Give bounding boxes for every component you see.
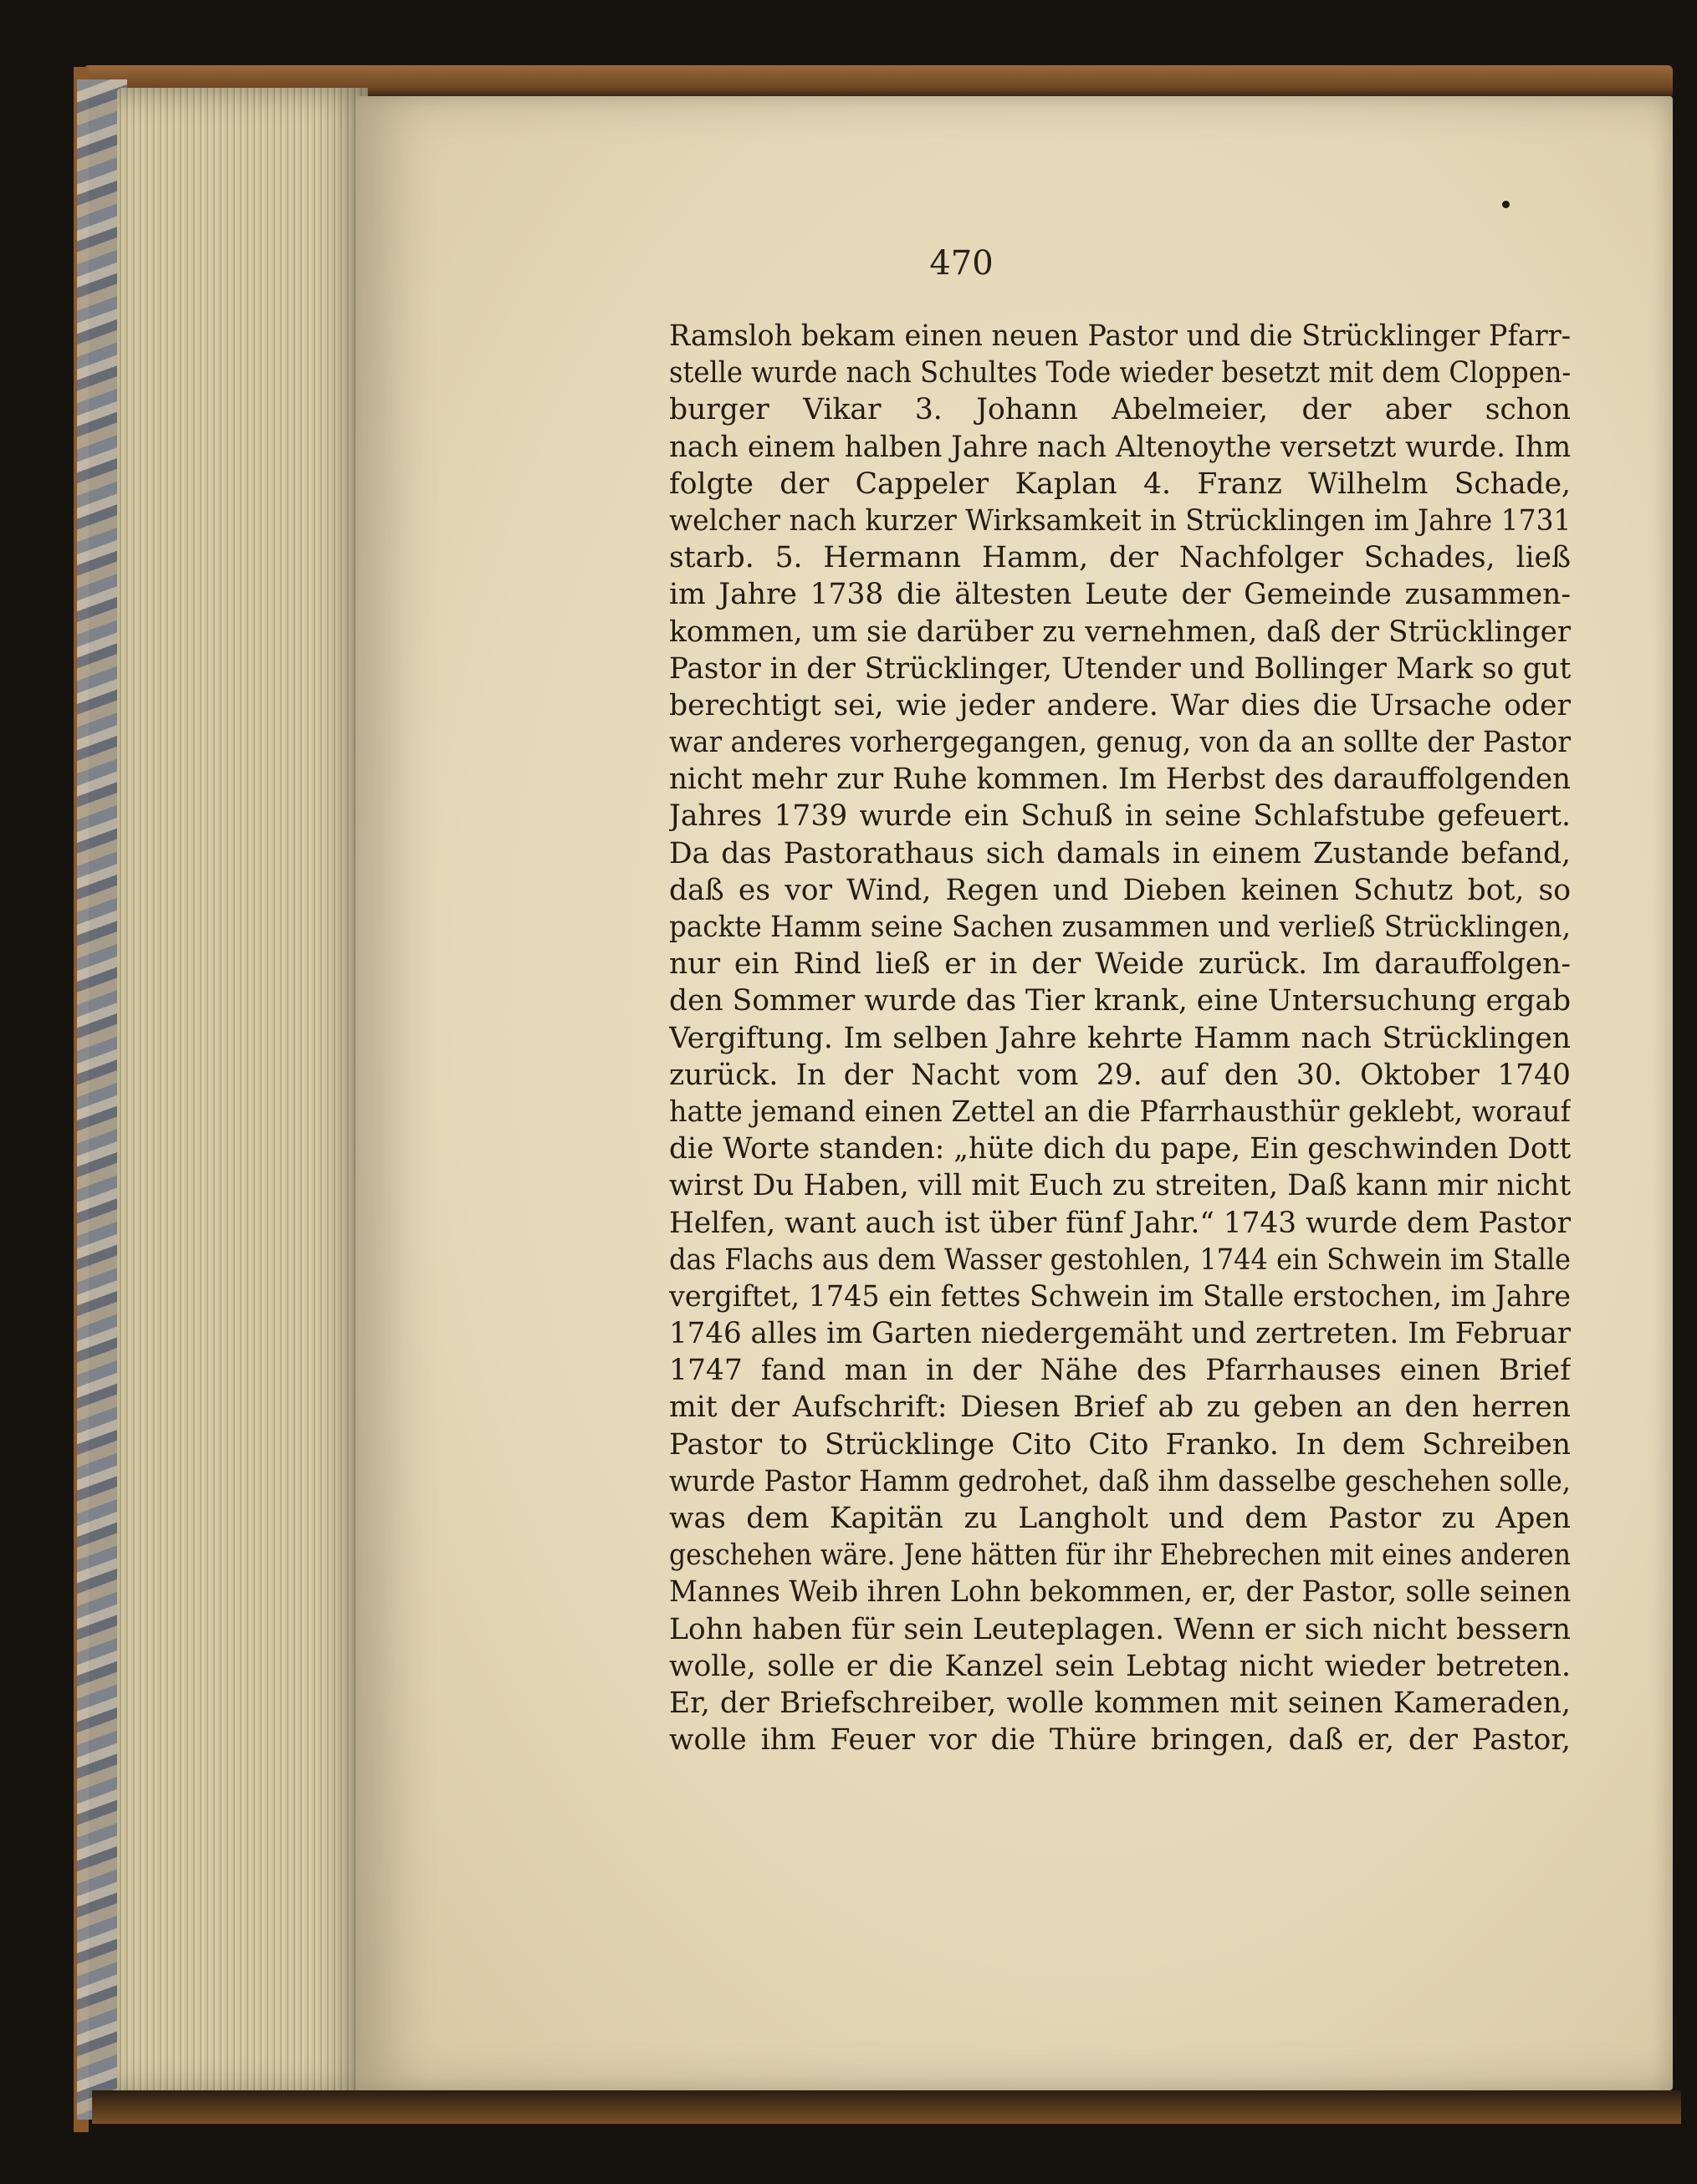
text-line: burger Vikar 3. Johann Abelmeier, der aber schon [669, 393, 1571, 427]
text-line: Er, der Briefschreiber, wolle kommen mit seinen Kameraden, [669, 1686, 1571, 1720]
ink-speck [1502, 201, 1510, 208]
text-line: im Jahre 1738 die ältesten Leute der Gemeinde zusammen- [669, 578, 1571, 612]
text-line: zurück. In der Nacht vom 29. auf den 30. Oktober 1740 [669, 1058, 1571, 1092]
text-line: wolle, solle er die Kanzel sein Lebtag nicht wieder betreten. [669, 1649, 1571, 1683]
text-line: nicht mehr zur Ruhe kommen. Im Herbst des darauffolgenden [669, 763, 1571, 797]
text-line: stelle wurde nach Schultes Tode wieder besetzt mit dem Cloppen- [669, 356, 1571, 390]
text-line: Helfen, want auch ist über fünf Jahr.“ 1743 wurde dem Pastor [669, 1206, 1571, 1240]
text-line: das Flachs aus dem Wasser gestohlen, 1744 ein Schwein im Stalle [669, 1243, 1571, 1277]
text-line: welcher nach kurzer Wirksamkeit in Strücklingen im Jahre 1731 [669, 503, 1571, 538]
text-line: 1746 alles im Garten niedergemäht und zertreten. Im Februar [669, 1317, 1571, 1351]
text-line: vergiftet, 1745 ein fettes Schwein im Stalle erstochen, im Jahre [669, 1279, 1571, 1314]
text-line: starb. 5. Hermann Hamm, der Nachfolger Schades, ließ [669, 541, 1571, 575]
page-edge-stack [117, 88, 368, 2095]
page-body-text [669, 318, 1571, 1758]
text-line: was dem Kapitän zu Langholt und dem Pastor zu Apen [669, 1502, 1571, 1535]
text-line: war anderes vorhergegangen, genug, von da an sollte der Pastor [669, 726, 1571, 760]
text-line: hatte jemand einen Zettel an die Pfarrhausthür geklebt, worauf [669, 1095, 1571, 1129]
text-line: berechtigt sei, wie jeder andere. War dies die Ursache oder [669, 688, 1571, 722]
text-line: Pastor in der Strücklinger, Utender und Bollinger Mark so gut [669, 651, 1571, 686]
text-line: Mannes Weib ihren Lohn bekommen, er, der Pastor, solle seinen [669, 1575, 1571, 1610]
text-line: Jahres 1739 wurde ein Schuß in seine Schlafstube gefeuert. [669, 799, 1571, 834]
text-line: 1747 fand man in der Nähe des Pfarrhauses einen Brief [669, 1354, 1571, 1388]
text-line: nach einem halben Jahre nach Altenoythe versetzt wurde. Ihm [669, 430, 1571, 464]
book-cover-bottom-edge [92, 2090, 1681, 2124]
text-line: packte Hamm seine Sachen zusammen und verließ Strücklingen, [669, 911, 1571, 944]
text-line: folgte der Cappeler Kaplan 4. Franz Wilhelm Schade, [669, 467, 1571, 501]
text-line: Pastor to Strücklinge Cito Cito Franko. In dem Schreiben [669, 1427, 1571, 1462]
text-line: wirst Du Haben, vill mit Euch zu streiten, Daß kann mir nicht [669, 1169, 1571, 1203]
text-line: geschehen wäre. Jene hätten für ihr Ehebrechen mit eines anderen [669, 1538, 1571, 1573]
text-line: wurde Pastor Hamm gedrohet, daß ihm dasselbe geschehen solle, [669, 1464, 1571, 1498]
page-number: 470 [929, 244, 994, 283]
text-line: mit der Aufschrift: Diesen Brief ab zu geben an den herren [669, 1391, 1571, 1425]
text-line: nur ein Rind ließ er in der Weide zurück. Im darauffolgen- [669, 947, 1571, 982]
text-line: Vergiftung. Im selben Jahre kehrte Hamm nach Strücklingen [669, 1021, 1571, 1055]
text-line: daß es vor Wind, Regen und Dieben keinen Schutz bot, so [669, 873, 1571, 907]
text-line: Lohn haben für sein Leuteplagen. Wenn er sich nicht bessern [669, 1612, 1571, 1646]
text-line: kommen, um sie darüber zu vernehmen, daß der Strücklinger [669, 615, 1571, 649]
text-line: Da das Pastorathaus sich damals in einem Zustande befand, [669, 836, 1571, 870]
text-line: wolle ihm Feuer vor die Thüre bringen, daß er, der Pastor, [669, 1723, 1571, 1758]
text-line: Ramsloh bekam einen neuen Pastor und die Strücklinger Pfarr- [669, 319, 1571, 353]
text-line: den Sommer wurde das Tier krank, eine Untersuchung ergab [669, 984, 1571, 1018]
text-line: die Worte standen: „hüte dich du pape, Ein geschwinden Dott [669, 1132, 1571, 1166]
